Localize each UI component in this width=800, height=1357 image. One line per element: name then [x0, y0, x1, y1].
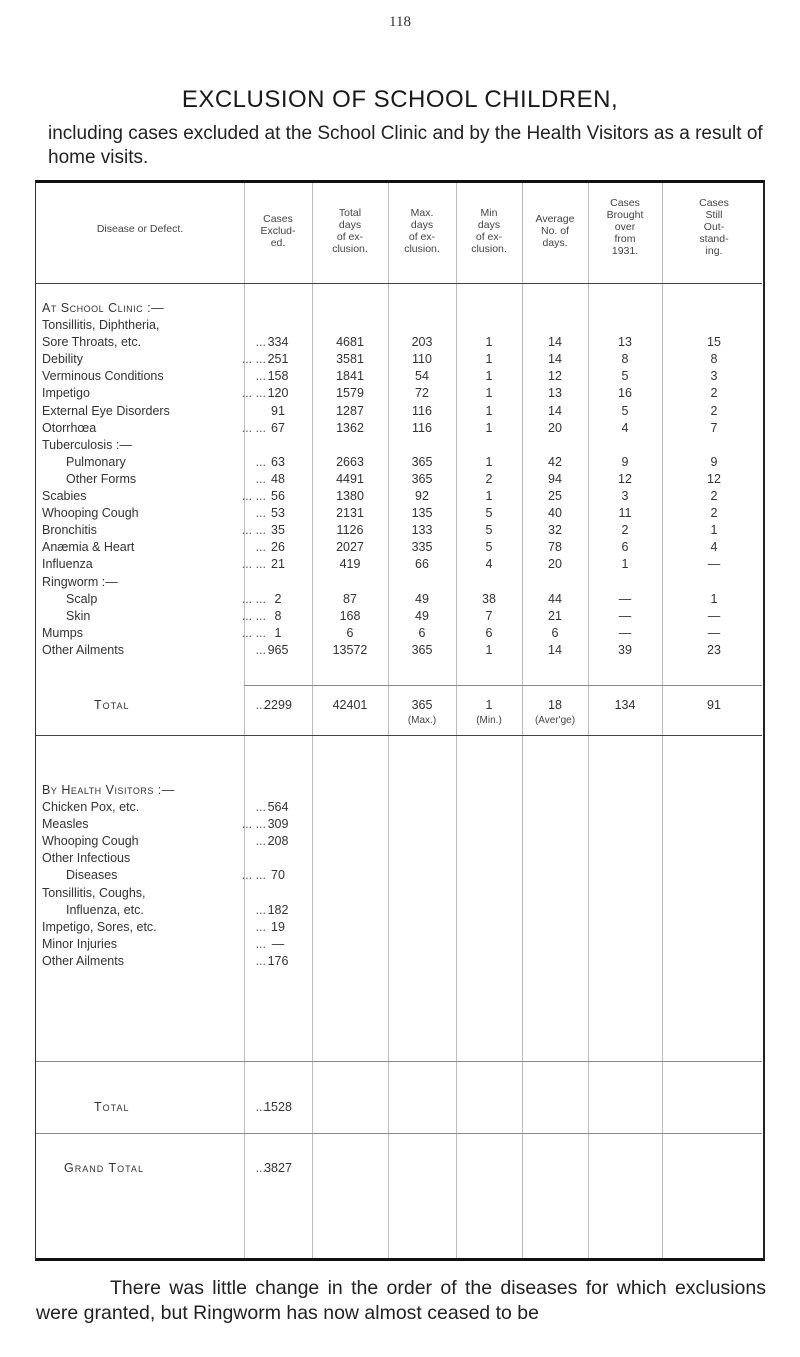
cell-over: 16	[618, 386, 632, 401]
cell-max: 116	[412, 420, 432, 435]
cell-over: 39	[618, 642, 632, 657]
row-dots: ... ...	[241, 557, 266, 572]
cell-out: 8	[710, 352, 718, 367]
cell-avg: 14	[548, 335, 562, 350]
cell-cases: 21	[271, 557, 285, 572]
clinic-total-row	[36, 697, 766, 714]
subtotal-rule	[244, 685, 762, 686]
cell-min: 38	[482, 591, 496, 606]
cell-out: 2	[710, 386, 718, 401]
row-label: Other Forms	[66, 471, 137, 486]
cell-avg: 42	[548, 454, 562, 469]
cell-over: 5	[621, 403, 629, 418]
row-label: Other Ailments	[42, 953, 124, 968]
cell-avg: 12	[548, 369, 562, 384]
cell-out: 9	[710, 454, 718, 469]
cell-cases: 56	[271, 489, 285, 503]
row-dots: ...	[255, 902, 266, 917]
cell-out: —	[707, 557, 721, 572]
cell-out: 2	[710, 403, 718, 418]
cell-total: 4491	[336, 471, 364, 486]
table-row	[36, 953, 766, 970]
cell-cases: 251	[267, 352, 289, 367]
cell-max: 203	[411, 335, 433, 350]
cell-out: 2	[710, 506, 718, 521]
cell-out: —	[707, 608, 721, 623]
cell-avg: 44	[548, 591, 562, 606]
cell-cases: 182	[267, 902, 289, 917]
cell-avg: 14	[548, 642, 562, 657]
row-label: Chicken Pox, etc.	[42, 800, 140, 814]
table-row	[36, 885, 766, 902]
row-dots: ... ...	[241, 868, 266, 883]
total-days: 42401	[332, 698, 368, 712]
row-label: Impetigo, Sores, etc.	[42, 919, 157, 934]
cell-min: 1	[485, 403, 493, 418]
cell-max: 116	[412, 403, 432, 418]
row-dots: ...	[255, 506, 266, 521]
cell-cases: 91	[271, 403, 285, 418]
row-label: Influenza	[42, 557, 93, 572]
cell-min: 1	[485, 335, 493, 350]
table-row	[36, 334, 766, 351]
total-out: 91	[707, 698, 721, 712]
cell-total: 13572	[332, 642, 368, 657]
cell-avg: 14	[548, 352, 562, 367]
cell-avg: 25	[548, 489, 562, 503]
min-note: (Min.)	[476, 715, 502, 726]
cell-min: 1	[485, 454, 493, 469]
visitors-total-row	[36, 1099, 766, 1116]
row-dots: ...	[255, 471, 266, 486]
cell-total: 1362	[336, 420, 364, 435]
row-label: External Eye Disorders	[42, 403, 170, 418]
cell-avg: 40	[548, 506, 562, 521]
subtotal-rule	[36, 1133, 762, 1134]
cell-total: 3581	[336, 352, 364, 367]
cell-cases: 26	[271, 540, 285, 555]
header-cases-excluded: Cases Exclud- ed.	[260, 213, 296, 249]
cell-min: 6	[485, 625, 493, 640]
cell-cases: 208	[267, 834, 289, 849]
row-label: Whooping Cough	[42, 506, 139, 521]
cell-total: 4681	[336, 335, 364, 350]
cell-cases: 2	[274, 591, 282, 606]
total-label: Total	[94, 1100, 130, 1114]
cell-cases: 1	[274, 625, 282, 640]
cell-min: 1	[485, 352, 493, 367]
cell-min: 7	[485, 608, 493, 623]
footer-paragraph: There was little change in the order of the diseases for which exclusions were granted, but Ringworm has now almost ceased to be	[36, 1277, 766, 1324]
cell-avg: 6	[551, 625, 559, 640]
cell-max: 49	[415, 591, 429, 606]
cell-cases: 48	[271, 471, 285, 486]
cell-out: 3	[710, 369, 718, 384]
row-dots: ... ...	[241, 352, 266, 367]
cell-min: 5	[485, 540, 493, 555]
row-dots: ...	[255, 369, 266, 384]
row-dots: ... ...	[241, 608, 266, 623]
cell-max: 92	[415, 489, 429, 503]
cell-avg: 20	[548, 557, 562, 572]
table-row	[36, 867, 766, 884]
table-row	[36, 420, 766, 437]
cell-total: 6	[346, 625, 354, 640]
header-rule	[36, 283, 762, 284]
cell-total: 2027	[336, 540, 364, 555]
table-row	[36, 625, 766, 642]
grand-total-dots: ...	[255, 1161, 266, 1175]
section-rule	[36, 735, 762, 736]
cell-cases: 67	[271, 420, 285, 435]
cell-max: 365	[411, 454, 433, 469]
row-dots: ...	[255, 800, 266, 814]
cell-max: 54	[415, 369, 429, 384]
page-number: 118	[389, 14, 411, 30]
row-dots: ...	[255, 454, 266, 469]
total-cases: 2299	[264, 698, 292, 712]
cell-cases: 70	[271, 868, 285, 883]
cell-max: 72	[415, 386, 429, 401]
table-row	[36, 850, 766, 867]
table-row	[36, 471, 766, 488]
cell-max: 133	[411, 523, 433, 538]
cell-over: 8	[621, 352, 629, 367]
cell-out: 12	[707, 471, 721, 486]
cell-total: 1579	[336, 386, 364, 401]
table-row	[36, 556, 766, 573]
cell-cases: 63	[271, 454, 285, 469]
cell-min: 1	[485, 642, 493, 657]
cell-over: 11	[618, 506, 632, 521]
cell-max: 335	[411, 540, 433, 555]
cell-over: 9	[621, 454, 629, 469]
grand-total-cases: 3827	[264, 1161, 292, 1175]
cell-cases: 176	[267, 953, 289, 968]
cell-out: 1	[710, 591, 718, 606]
table-row	[36, 317, 766, 334]
avg-note: (Aver'ge)	[534, 715, 576, 726]
header-average: Average No. of days.	[535, 213, 575, 249]
cell-over: —	[618, 608, 632, 623]
table-row	[36, 591, 766, 608]
total-dots: ...	[255, 698, 266, 712]
table-row	[36, 488, 766, 505]
row-label: Tuberculosis :—	[42, 437, 132, 452]
total-min: 1	[485, 698, 493, 712]
cell-min: 5	[485, 506, 493, 521]
section-heading-clinic	[36, 300, 766, 317]
subtotal-rule	[36, 1061, 762, 1062]
grand-total-label: Grand Total	[64, 1161, 144, 1175]
cell-total: 1287	[336, 403, 364, 418]
grand-total-row	[36, 1160, 766, 1177]
cell-max: 6	[418, 625, 426, 640]
header-total-days: Total days of ex- clusion.	[332, 207, 368, 255]
row-dots: ... ...	[241, 386, 266, 401]
table-row	[36, 642, 766, 659]
section-label: By Health Visitors :—	[42, 783, 175, 797]
cell-avg: 32	[548, 523, 562, 538]
cell-total: 2663	[336, 454, 364, 469]
cell-over: 4	[621, 420, 629, 435]
cell-cases: —	[271, 936, 285, 951]
header-min-days: Min days of ex- clusion.	[471, 207, 507, 255]
row-label: Minor Injuries	[42, 936, 118, 951]
cell-over: 6	[621, 540, 629, 555]
cell-over: 5	[621, 369, 629, 384]
cell-out: 4	[710, 540, 718, 555]
cell-avg: 14	[548, 403, 562, 418]
cell-total: 1841	[336, 369, 364, 384]
table-row	[36, 385, 766, 402]
cell-min: 1	[485, 386, 493, 401]
row-label: Otorrhœa	[42, 420, 97, 435]
cell-over: —	[618, 625, 632, 640]
row-label: Mumps	[42, 625, 83, 640]
row-dots: ... ...	[241, 523, 266, 538]
cell-min: 4	[485, 557, 493, 572]
table-row	[36, 919, 766, 936]
cell-cases: 120	[267, 386, 289, 401]
cell-avg: 21	[548, 608, 562, 623]
cell-min: 1	[485, 369, 493, 384]
cell-cases: 965	[267, 642, 289, 657]
row-dots: ... ...	[241, 591, 266, 606]
row-label: Tonsillitis, Diphtheria,	[42, 318, 160, 332]
header-brought-over: Cases Brought over from 1931.	[606, 197, 644, 257]
cell-total: 2131	[336, 506, 364, 521]
cell-cases: 158	[267, 369, 289, 384]
cell-cases: 8	[274, 608, 282, 623]
cell-out: —	[707, 625, 721, 640]
total-max: 365	[411, 698, 433, 712]
row-label: Whooping Cough	[42, 834, 139, 849]
row-label: Influenza, etc.	[66, 902, 144, 917]
total-dots: ...	[255, 1100, 266, 1114]
cell-max: 110	[412, 352, 432, 367]
cell-over: 2	[621, 523, 629, 538]
cell-min: 1	[485, 420, 493, 435]
row-label: Impetigo	[42, 386, 90, 401]
row-label: Tonsillitis, Coughs,	[42, 885, 146, 900]
cell-out: 2	[710, 489, 718, 503]
header-disease: Disease or Defect.	[96, 223, 184, 235]
cell-min: 5	[485, 523, 493, 538]
cell-total: 168	[339, 608, 361, 623]
cell-over: 13	[618, 335, 632, 350]
row-dots: ... ...	[241, 817, 266, 832]
row-dots: ...	[255, 953, 266, 968]
table-row	[36, 799, 766, 816]
row-label: Skin	[66, 608, 91, 623]
cell-over: —	[618, 591, 632, 606]
table-row	[36, 902, 766, 919]
row-dots: ...	[255, 919, 266, 934]
cell-min: 1	[485, 489, 493, 503]
cell-out: 15	[707, 335, 721, 350]
row-dots: ... ...	[241, 489, 266, 503]
row-dots: ...	[255, 540, 266, 555]
total-cases: 1528	[264, 1100, 292, 1114]
cell-cases: 334	[267, 335, 289, 350]
cell-cases: 564	[267, 800, 289, 814]
cell-avg: 13	[548, 386, 562, 401]
row-label: Verminous Conditions	[42, 369, 164, 384]
table-row	[36, 816, 766, 833]
row-dots: ...	[255, 834, 266, 849]
row-label: Diseases	[66, 868, 118, 883]
cell-max: 49	[415, 608, 429, 623]
cell-total: 1126	[336, 523, 364, 538]
cell-out: 1	[710, 523, 718, 538]
row-label: Scalp	[66, 591, 98, 606]
page-subtitle: including cases excluded at the School Clinic and by the Health Visitors as a result of home visits.	[48, 123, 763, 168]
table-row	[36, 833, 766, 850]
row-label: Measles	[42, 817, 89, 832]
cell-cases: 19	[271, 919, 285, 934]
table-row	[36, 351, 766, 368]
cell-total: 1380	[336, 489, 364, 503]
header-max-days: Max. days of ex- clusion.	[404, 207, 440, 255]
table-row	[36, 368, 766, 385]
cell-max: 66	[415, 557, 429, 572]
row-label: Anæmia & Heart	[42, 540, 135, 555]
row-label: Bronchitis	[42, 523, 97, 538]
cell-avg: 78	[548, 540, 562, 555]
cell-avg: 94	[548, 471, 562, 486]
cell-over: 1	[621, 557, 629, 572]
cell-out: 7	[710, 420, 718, 435]
row-label: Ringworm :—	[42, 574, 118, 589]
cell-avg: 20	[548, 420, 562, 435]
cell-cases: 35	[271, 523, 285, 538]
row-dots: ...	[255, 642, 266, 657]
page-title: EXCLUSION OF SCHOOL CHILDREN,	[181, 86, 619, 113]
cell-total: 87	[343, 591, 357, 606]
cell-cases: 309	[267, 817, 289, 832]
total-avg: 18	[548, 698, 562, 712]
cell-over: 12	[618, 471, 632, 486]
max-note: (Max.)	[407, 715, 437, 726]
row-label: Debility	[42, 352, 83, 367]
row-dots: ... ...	[241, 420, 266, 435]
row-dots: ...	[255, 335, 266, 350]
section-heading-visitors	[36, 782, 766, 799]
row-label: Other Infectious	[42, 851, 131, 866]
total-label: Total	[94, 698, 130, 712]
table-row	[36, 403, 766, 420]
table-row	[36, 522, 766, 539]
cell-over: 3	[621, 489, 629, 503]
table-row	[36, 539, 766, 556]
header-outstanding: Cases Still Out- stand- ing.	[699, 197, 729, 257]
table-row	[36, 574, 766, 591]
total-over: 134	[614, 698, 636, 712]
cell-max: 365	[411, 471, 433, 486]
cell-max: 135	[411, 506, 433, 521]
cell-out: 23	[707, 642, 721, 657]
cell-max: 365	[411, 642, 433, 657]
table-row	[36, 437, 766, 454]
cell-min: 2	[485, 471, 493, 486]
row-label: Other Ailments	[42, 642, 124, 657]
row-dots: ...	[255, 936, 266, 951]
cell-cases: 53	[271, 506, 285, 521]
row-label: Pulmonary	[66, 454, 126, 469]
cell-total: 419	[339, 557, 361, 572]
row-label: Sore Throats, etc.	[42, 335, 142, 350]
table-row	[36, 608, 766, 625]
exclusion-table	[35, 180, 765, 1261]
table-row	[36, 454, 766, 471]
table-row	[36, 936, 766, 953]
row-label: Scabies	[42, 489, 87, 503]
section-label: At School Clinic :—	[42, 301, 165, 315]
table-row	[36, 505, 766, 522]
row-dots: ... ...	[241, 625, 266, 640]
